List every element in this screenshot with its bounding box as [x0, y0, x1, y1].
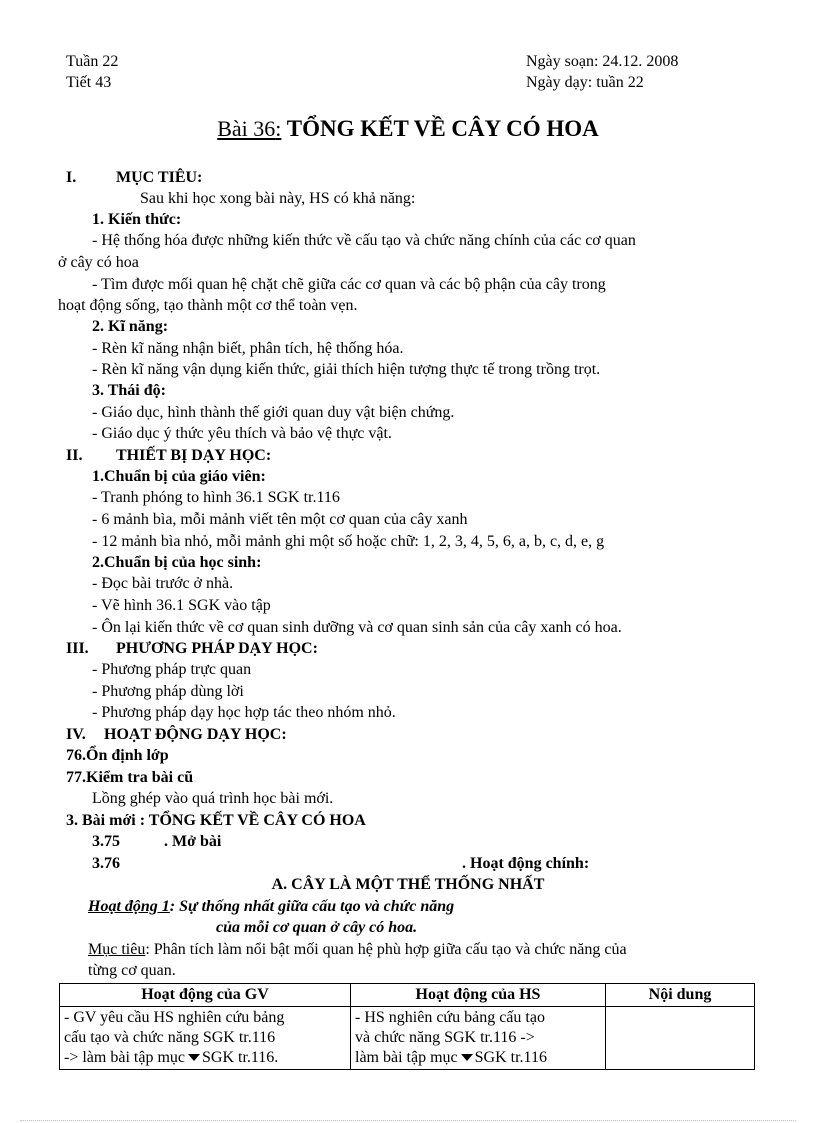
attitude-2: - Giáo dục ý thức yêu thích và bảo vệ thực vật.	[92, 425, 392, 442]
knowledge-2-line-2: hoạt động sống, tạo thành một cơ thể toàn vẹn.	[58, 297, 358, 314]
knowledge-1-line-2: ở cây có hoa	[58, 254, 139, 271]
teach-date: Ngày dạy: tuần 22	[526, 74, 644, 91]
method-1: - Phương pháp trực quan	[92, 661, 252, 678]
step-new-lesson	[66, 811, 366, 831]
section-4-number: IV.	[66, 726, 86, 743]
activity-1-label: Hoạt động 1	[88, 898, 170, 915]
substep-opening-number: 3.75	[92, 833, 120, 850]
knowledge-1-line-1: - Hệ thống hóa được những kiến thức về cấu tạo và chức năng chính của các cơ quan	[92, 232, 636, 249]
teacher-prep-heading: 1.Chuẩn bị của giáo viên:	[92, 468, 266, 485]
title-colon: :	[275, 116, 282, 141]
skills-heading: 2. Kĩ năng:	[92, 318, 169, 335]
triangle-down-icon	[188, 1054, 200, 1061]
activity-1-line-2: của mỗi cơ quan ở cây có hoa.	[216, 919, 418, 936]
attitude-heading: 3. Thái độ:	[92, 382, 166, 399]
student-line-2: và chức năng SGK tr.116 ->	[355, 1029, 535, 1046]
header-content: Nội dung	[606, 984, 755, 1007]
activity-1-line-1	[88, 897, 454, 917]
new-lesson-label: 3. Bài mới	[66, 812, 136, 829]
student-prep-heading: 2.Chuẩn bị của học sinh:	[92, 554, 262, 571]
lesson-number: Bài 36	[217, 116, 276, 141]
header-teacher: Hoạt động của GV	[60, 984, 351, 1007]
student-prep-2: - Vẽ hình 36.1 SGK vào tập	[92, 597, 271, 614]
triangle-down-icon	[461, 1054, 473, 1061]
substep-main-text: . Hoạt động chính:	[462, 855, 590, 872]
content-cell	[606, 1007, 755, 1070]
goal-label: Mục tiêu	[88, 941, 146, 958]
section-4-heading: HOẠT ĐỘNG DẠY HỌC:	[104, 726, 287, 743]
teacher-prep-3: - 12 mảnh bìa nhỏ, mỗi mảnh ghi một số hoặc chữ: 1, 2, 3, 4, 5, 6, a, b, c, d, e, g	[92, 533, 605, 550]
knowledge-heading: 1. Kiến thức:	[92, 211, 182, 228]
lesson-name: TỔNG KẾT VỀ CÂY CÓ HOA	[281, 116, 599, 141]
table-header-row	[60, 984, 755, 1007]
activity-table	[59, 983, 755, 1070]
new-lesson-title: : TỔNG KẾT VỀ CÂY CÓ HOA	[135, 812, 366, 829]
teacher-line-3-text: -> làm bài tập mục	[64, 1049, 185, 1066]
method-2: - Phương pháp dùng lời	[92, 683, 244, 700]
section-1-number: I.	[66, 169, 77, 186]
teacher-line-3	[64, 1048, 346, 1068]
substep-opening-text: . Mở bài	[164, 833, 222, 850]
teacher-prep-2: - 6 mảnh bìa, mỗi mảnh viết tên một cơ quan của cây xanh	[92, 511, 468, 528]
method-3: - Phương pháp dạy học hợp tác theo nhóm nhỏ.	[92, 704, 396, 721]
week-label: Tuần 22	[66, 53, 119, 70]
section-3-heading: PHƯƠNG PHÁP DẠY HỌC:	[116, 640, 318, 657]
goal-line-2: từng cơ quan.	[88, 962, 176, 979]
lesson-title	[0, 116, 816, 142]
knowledge-2-line-1: - Tìm được mối quan hệ chặt chẽ giữa các cơ quan và các bộ phận của cây trong	[92, 276, 606, 293]
student-line-1: - HS nghiên cứu bảng cấu tạo	[355, 1009, 545, 1026]
step-class-order: 76.Ổn định lớp	[66, 747, 169, 764]
student-line-3-ref: SGK tr.116	[474, 1049, 547, 1066]
part-a-heading: A. CÂY LÀ MỘT THỂ THỐNG NHẤT	[271, 876, 545, 893]
skill-2: - Rèn kĩ năng vận dụng kiến thức, giải thích hiện tượng thực tế trong trồng trọt.	[92, 361, 601, 378]
goal-text: : Phân tích làm nổi bật mối quan hệ phù hợp giữa cấu tạo và chức năng của	[145, 941, 627, 958]
section-2-number: II.	[66, 447, 83, 464]
review-text: Lồng ghép vào quá trình học bài mới.	[92, 790, 334, 807]
activity-1-title: : Sự thống nhất giữa cấu tạo và chức năng	[169, 898, 455, 915]
page-bottom-divider	[20, 1120, 796, 1121]
section-3-number: III.	[66, 640, 89, 657]
teacher-activity-cell	[60, 1007, 351, 1070]
attitude-1: - Giáo dục, hình thành thế giới quan duy vật biện chứng.	[92, 404, 455, 421]
section-2-heading: THIẾT BỊ DẠY HỌC:	[116, 447, 272, 464]
goal-line-1	[88, 940, 627, 960]
student-prep-3: - Ôn lại kiến thức về cơ quan sinh dưỡng và cơ quan sinh sản của cây xanh có hoa.	[92, 619, 622, 636]
student-activity-cell	[351, 1007, 606, 1070]
teacher-prep-1: - Tranh phóng to hình 36.1 SGK tr.116	[92, 489, 340, 506]
table-row	[60, 1007, 755, 1070]
objectives-intro: Sau khi học xong bài này, HS có khả năng:	[140, 190, 416, 207]
teacher-line-1: - GV yêu cầu HS nghiên cứu bảng	[64, 1009, 285, 1026]
student-line-3-text: làm bài tập mục	[355, 1049, 458, 1066]
teacher-line-3-ref: SGK tr.116.	[201, 1049, 279, 1066]
skill-1: - Rèn kĩ năng nhận biết, phân tích, hệ thống hóa.	[92, 340, 404, 357]
step-review: 77.Kiểm tra bài cũ	[66, 769, 194, 786]
header-student: Hoạt động của HS	[351, 984, 606, 1007]
period-label: Tiết 43	[66, 74, 112, 91]
substep-main-number: 3.76	[92, 855, 120, 872]
student-line-3	[355, 1048, 601, 1068]
student-prep-1: - Đọc bài trước ở nhà.	[92, 575, 234, 592]
teacher-line-2: cấu tạo và chức năng SGK tr.116	[64, 1029, 276, 1046]
section-1-heading: MỤC TIÊU:	[116, 169, 203, 186]
prep-date: Ngày soạn: 24.12. 2008	[526, 53, 679, 70]
